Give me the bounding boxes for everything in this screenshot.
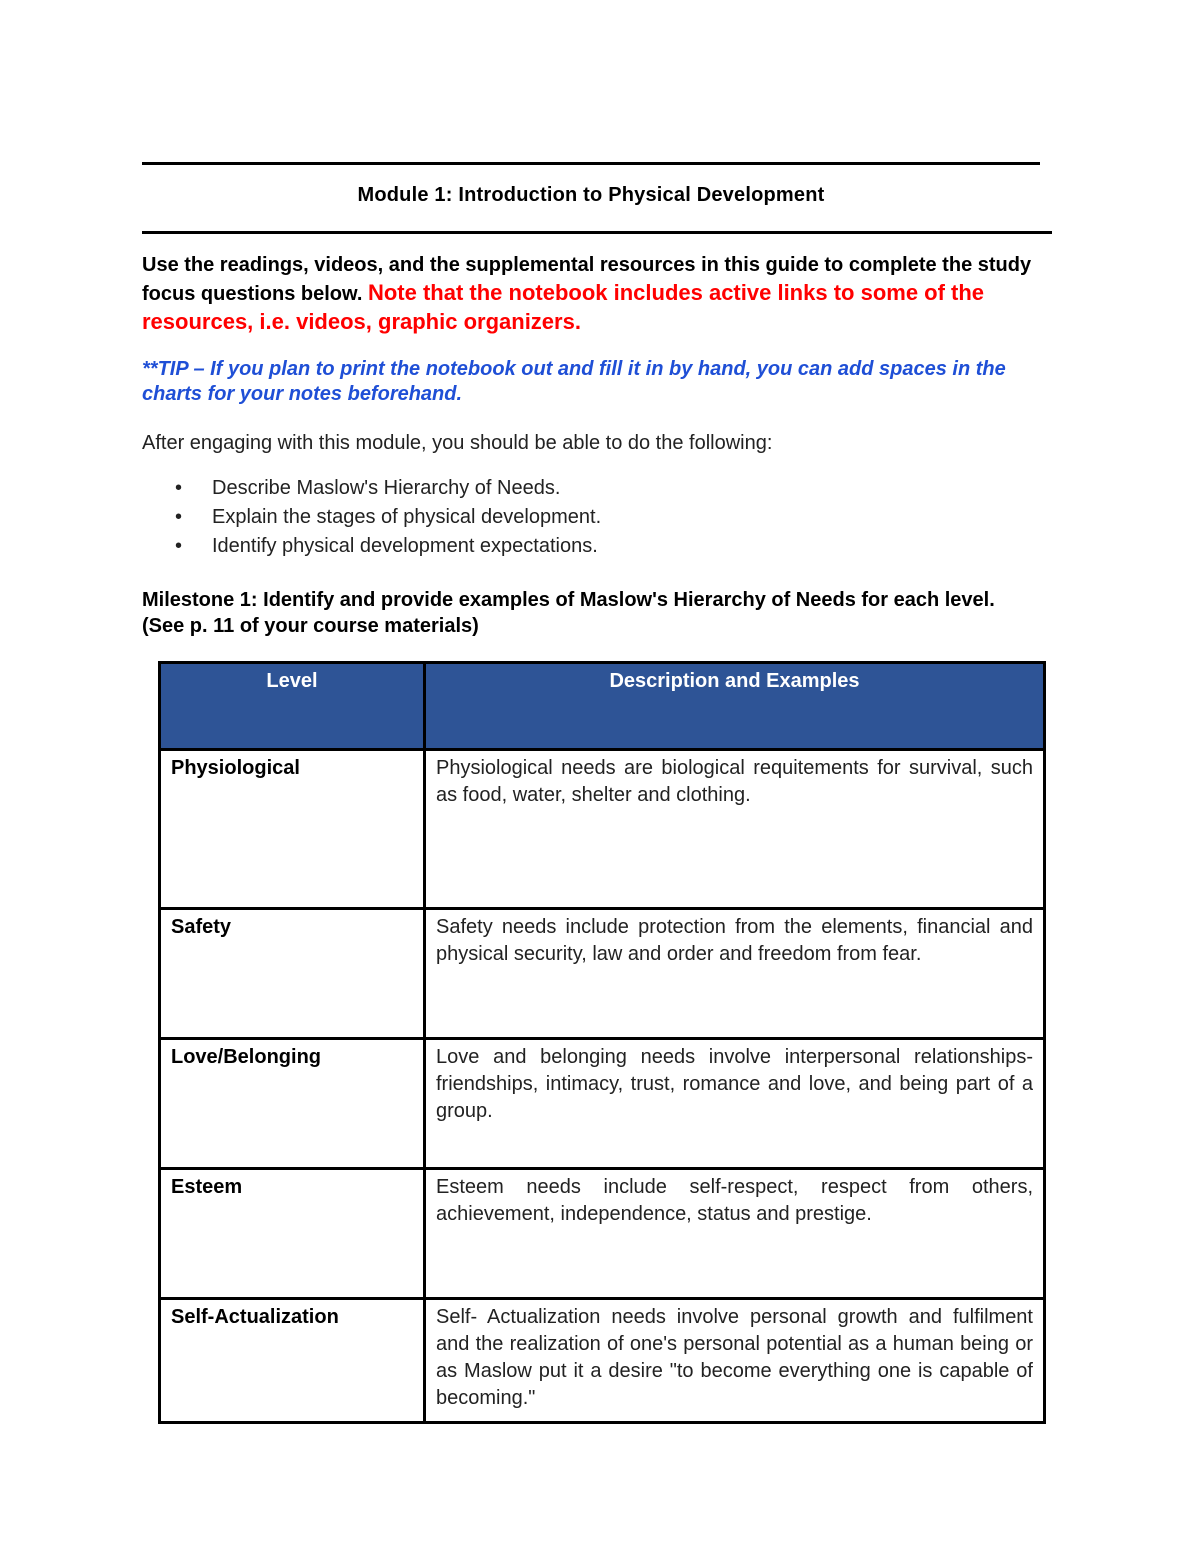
level-cell[interactable]: Physiological — [160, 750, 425, 909]
description-cell[interactable]: Safety needs include protection from the elements, financial and physical security, law and order and freedom from fear. — [425, 909, 1045, 1039]
column-header-level: Level — [160, 663, 425, 750]
bottom-rule — [142, 231, 1052, 234]
description-cell[interactable]: Physiological needs are biological requitements for survival, such as food, water, shelter and clothing. — [425, 750, 1045, 909]
column-header-description: Description and Examples — [425, 663, 1045, 750]
page-title: Module 1: Introduction to Physical Development — [357, 184, 825, 206]
description-cell[interactable]: Love and belonging needs involve interpersonal relationships- friendships, intimacy, trust, romance and love, and being part of a group. — [425, 1039, 1045, 1169]
bullet-icon: • — [175, 506, 183, 528]
objectives-lead: After engaging with this module, you should be able to do the following: — [142, 432, 773, 454]
list-item: • Identify physical development expectations. — [142, 532, 1042, 561]
bullet-icon: • — [175, 535, 183, 557]
table-row — [160, 1299, 1045, 1423]
intro-text: Use the readings, videos, and the supplemental resources in this guide to complete the study focus questions below. — [142, 254, 1032, 305]
table-row — [160, 1039, 1045, 1169]
milestone-heading: Milestone 1: Identify and provide examples of Maslow's Hierarchy of Needs for each level. (See p. 11 of your course materials) — [142, 589, 995, 637]
level-cell[interactable]: Love/Belonging — [160, 1039, 425, 1169]
intro-note: Note that the notebook includes active links to some of the resources, i.e. videos, graphic organizers. — [142, 280, 985, 334]
list-item: • Describe Maslow's Hierarchy of Needs. — [142, 474, 1042, 503]
list-item: • Explain the stages of physical development. — [142, 503, 1042, 532]
table-row — [160, 909, 1045, 1039]
description-cell[interactable]: Esteem needs include self-respect, respect from others, achievement, independence, status and prestige. — [425, 1169, 1045, 1299]
level-cell[interactable]: Safety — [160, 909, 425, 1039]
table-row — [160, 750, 1045, 909]
top-rule — [142, 162, 1040, 165]
description-cell[interactable]: Self- Actualization needs involve personal growth and fulfilment and the realization of one's personal potential as a human being or as Maslow put it a desire "to become everything one is capable of becoming." — [425, 1299, 1045, 1423]
table-header-row — [160, 663, 1045, 750]
tip-paragraph: **TIP – If you plan to print the notebook out and fill it in by hand, you can add spaces in the charts for your notes beforehand. — [142, 358, 1006, 405]
bullet-icon: • — [175, 477, 183, 499]
intro-paragraph — [142, 252, 1042, 337]
level-cell[interactable]: Esteem — [160, 1169, 425, 1299]
level-cell[interactable]: Self-Actualization — [160, 1299, 425, 1423]
table-row — [160, 1169, 1045, 1299]
objectives-list — [142, 474, 1042, 561]
maslow-table — [158, 661, 1046, 1424]
